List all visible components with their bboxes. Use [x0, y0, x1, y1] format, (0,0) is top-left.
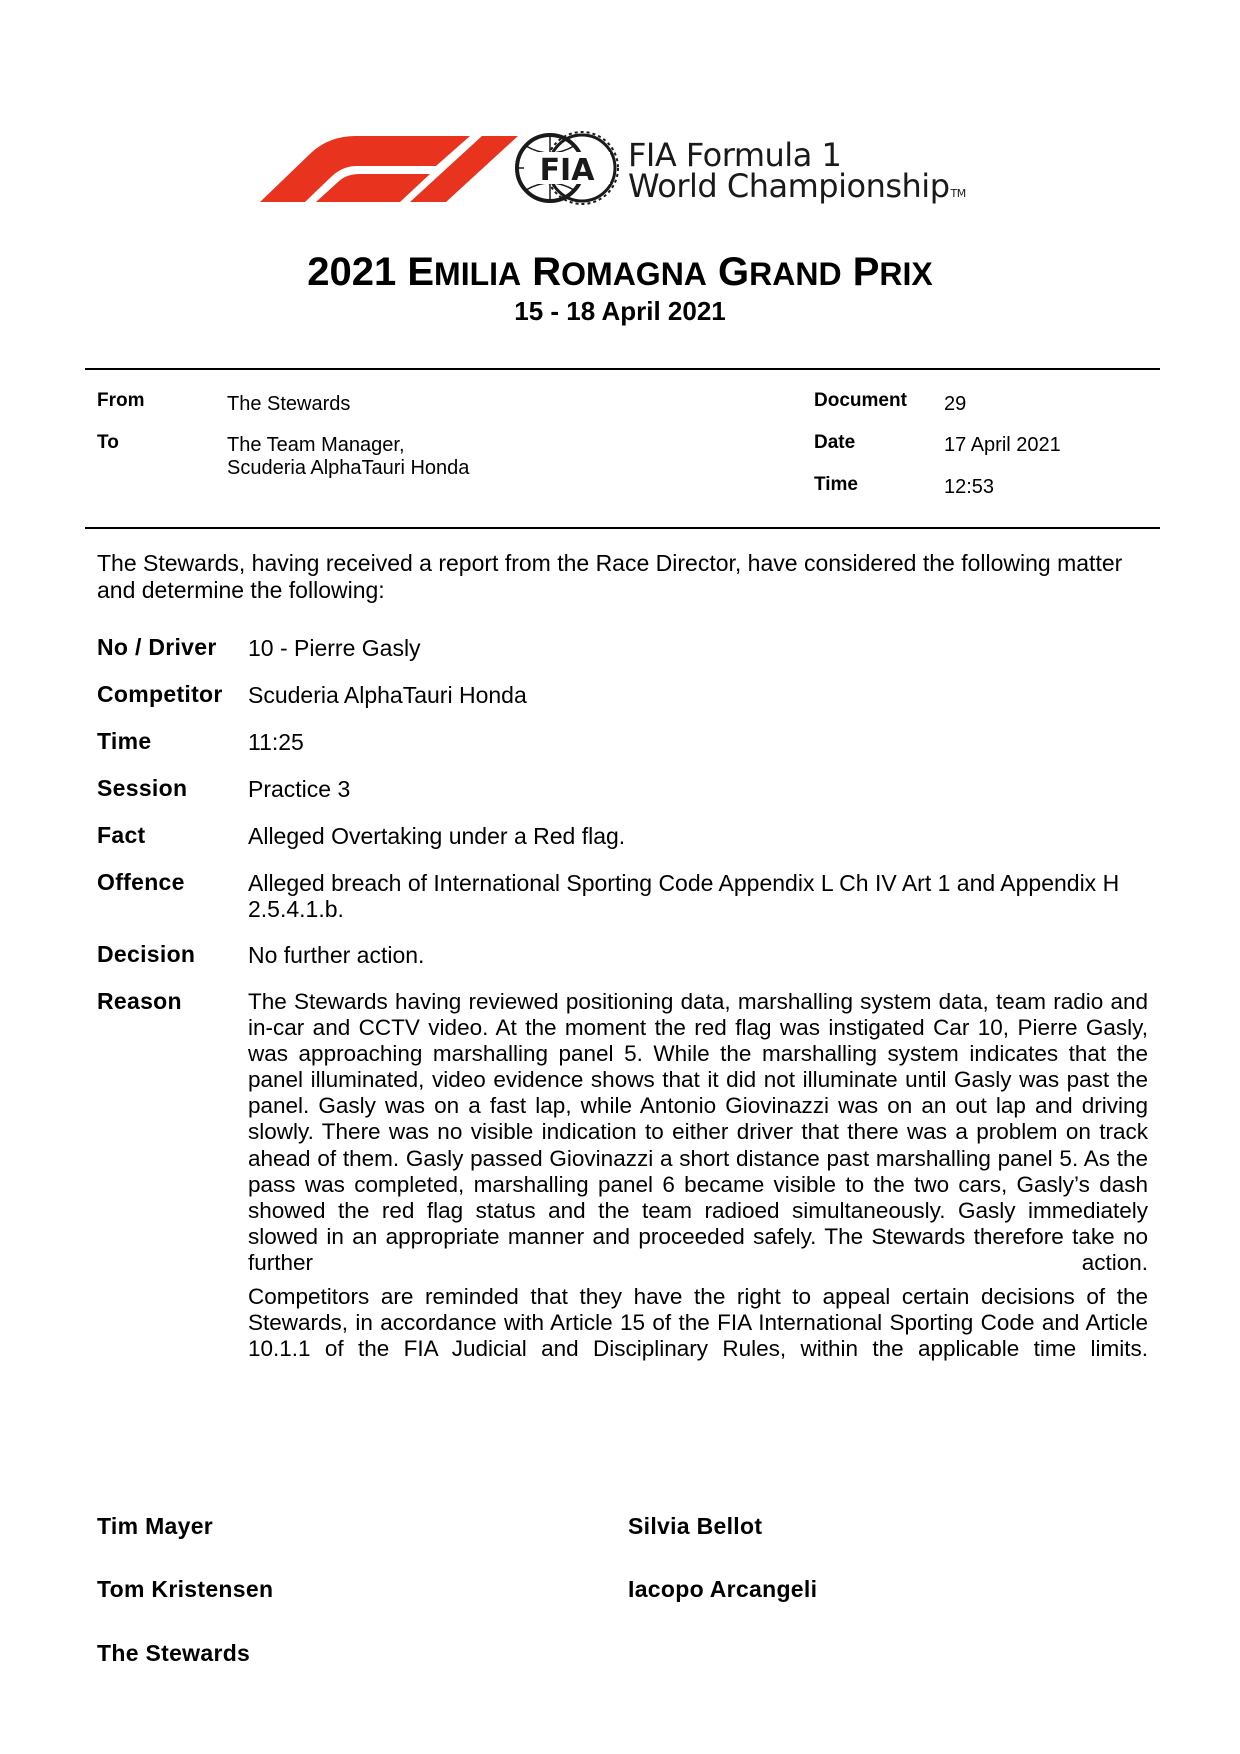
to-value [227, 434, 469, 480]
session-label: Session [97, 775, 188, 801]
title-p: P [852, 250, 880, 294]
logo-line1: FIA Formula 1 [628, 136, 842, 174]
reason-label: Reason [97, 988, 182, 1014]
steward-signature-2: Silvia Bellot [628, 1513, 763, 1539]
title-grand: RAND [749, 256, 842, 292]
driver-value: 10 - Pierre Gasly [248, 635, 421, 661]
decision-value: No further action. [248, 942, 425, 968]
title-e: E [407, 250, 435, 294]
incident-time-label: Time [97, 728, 152, 754]
document-value: 29 [944, 393, 967, 415]
date-label: Date [814, 432, 856, 453]
title-r: R [532, 250, 562, 294]
time-value: 12:53 [944, 476, 995, 498]
trademark-mark: TM [950, 187, 966, 200]
date-value: 17 April 2021 [944, 434, 1061, 456]
fia-emblem [514, 130, 620, 206]
from-label: From [97, 390, 145, 411]
incident-time-value: 11:25 [248, 729, 304, 755]
document-label: Document [814, 390, 907, 411]
title-prix: RIX [879, 256, 933, 292]
steward-signature-1: Tim Mayer [97, 1513, 214, 1539]
steward-signature-3: Tom Kristensen [97, 1576, 274, 1602]
session-value: Practice 3 [248, 776, 351, 802]
event-title [0, 250, 1240, 295]
to-value-line2: Scuderia AlphaTauri Honda [227, 457, 470, 479]
time-label: Time [814, 474, 859, 495]
logo-line2-text: World Championship [628, 167, 950, 205]
title-emilia: MILIA [434, 256, 522, 292]
fact-value: Alleged Overtaking under a Red flag. [248, 823, 626, 849]
to-value-line1: The Team Manager, [227, 434, 405, 456]
event-year: 2021 [307, 250, 397, 294]
reason-value: The Stewards having reviewed positioning data, marshalling system data, team radio and in-car and CCTV video. At the moment the red flag was instigated Car 10, Pierre Gasly, was approaching marshalling panel 5. While the marshalling system indicates that the panel illuminated, video evidence shows that it did not illuminate until Gasly was past the panel. Gasly was on a fast lap, while Antonio Giovinazzi was on an out lap and driving slowly. There was no visible indication to either driver that there was a problem on track ahead of them. Gasly passed Giovinazzi a short distance past marshalling panel 5. As the pass was completed, marshalling panel 6 became visible to the two cars, Gasly’s dash showed the red flag status and the team radioed simultaneously. Gasly immediately slowed in an appropriate manner and proceeded safely. The Stewards therefore take no further action. [248, 989, 1148, 1275]
event-dates: 15 - 18 April 2021 [514, 296, 726, 326]
appeal-notice: Competitors are reminded that they have the right to appeal certain decisions of the Stewards, in accordance with Article 15 of the FIA International Sporting Code and Article 10.1.1 of the FIA Judicial and Disciplinary Rules, within the applicable time limits. [248, 1284, 1148, 1362]
title-g: G [718, 250, 750, 294]
offence-label: Offence [97, 869, 185, 895]
svg-text:FIA: FIA [539, 153, 595, 188]
fact-label: Fact [97, 822, 146, 848]
from-value: The Stewards [227, 393, 351, 415]
to-label: To [97, 432, 119, 453]
offence-value: Alleged breach of International Sporting Code Appendix L Ch IV Art 1 and Appendix H 2.5.4.1.b. [248, 870, 1120, 922]
stewards-group-label: The Stewards [97, 1640, 251, 1666]
divider-top [85, 368, 1160, 370]
divider-bottom [85, 527, 1160, 529]
logo-line2 [628, 167, 966, 205]
steward-signature-4: Iacopo Arcangeli [628, 1576, 818, 1602]
intro-text: The Stewards, having received a report from the Race Director, have considered the following matter and determine the following: [97, 550, 1123, 603]
decision-label: Decision [97, 941, 196, 967]
f1-logo [260, 134, 518, 202]
competitor-value: Scuderia AlphaTauri Honda [248, 682, 527, 708]
driver-label: No / Driver [97, 634, 217, 660]
title-romagna: OMAGNA [561, 256, 707, 292]
competitor-label: Competitor [97, 681, 223, 707]
